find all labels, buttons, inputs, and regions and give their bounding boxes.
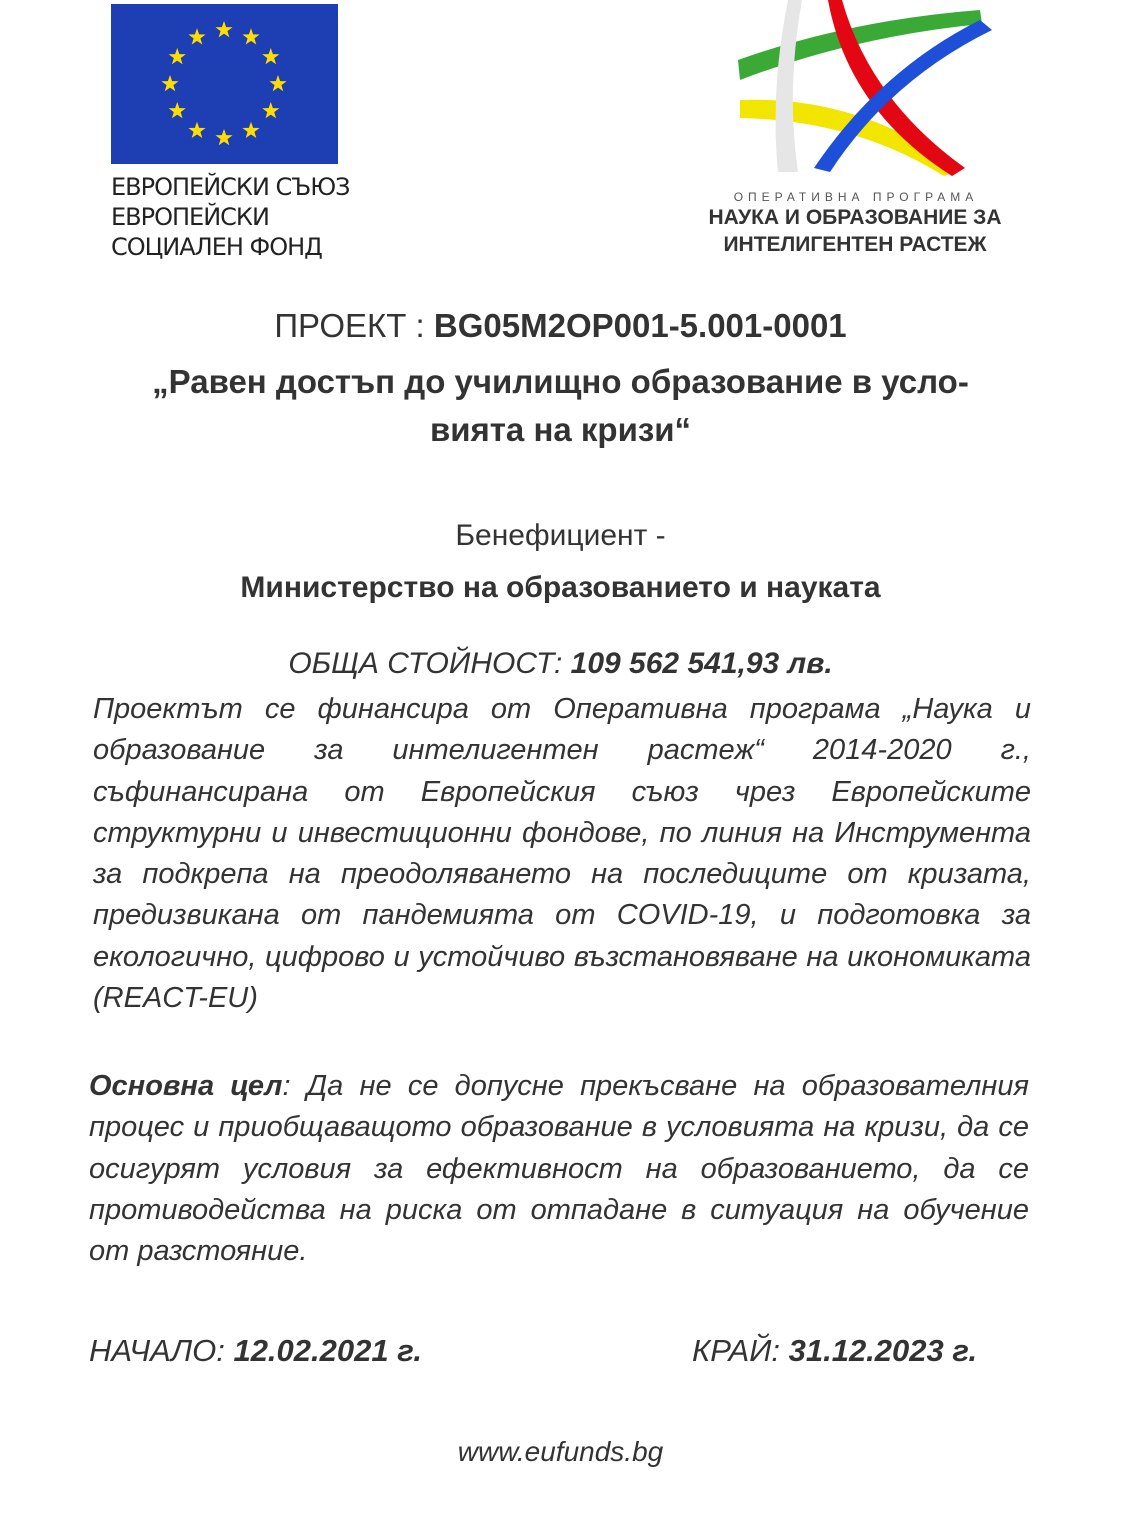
eu-star-icon [169,102,186,118]
project-code: BG05M2OP001-5.001-0001 [433,307,847,344]
eu-line-3: СОЦИАЛЕН ФОНД [111,233,322,261]
eu-line-2: ЕВРОПЕЙСКИ [111,203,269,231]
eu-star-icon [215,21,232,37]
goal-label: Основна цел [89,1070,283,1102]
start-value: 12.02.2021 г. [233,1333,422,1368]
eu-star-icon [269,75,286,91]
goal-text: : Да не се допусне прекъсване на образователния процес и приобщаващото образование в условията на кризи, да се осигурят условия за ефективност на образованието, да се противодейства на риска от отпадане в ситуация на обучение от разстояние. [89,1070,1029,1268]
website-link[interactable]: www.eufunds.bg [457,1436,664,1467]
end-date [692,1333,977,1369]
total-value-label: ОБЩА СТОЙНОСТ: [288,647,571,680]
op-logo-line-2: ИНТЕЛИГЕНТЕН РАСТЕЖ [723,233,987,256]
op-logo-small-caption: ОПЕРАТИВНА ПРОГРАМА [733,190,979,204]
op-logo-line-1: НАУКА И ОБРАЗОВАНИЕ ЗА [708,206,1002,229]
eu-star-icon [242,28,259,44]
eu-star-icon [262,102,279,118]
start-label: НАЧАЛО: [89,1333,234,1368]
project-title-line-2: вията на кризи“ [429,411,692,448]
eu-flag-logo [111,4,338,164]
project-code-line [0,307,1121,345]
project-label: ПРОЕКТ : [274,307,434,344]
total-value-line [0,647,1121,681]
eu-star-icon [242,122,259,138]
total-value-amount: 109 562 541,93 лв. [570,647,833,680]
eu-line-1: ЕВРОПЕЙСКИ СЪЮЗ [111,173,350,201]
beneficiary-name: Министерство на образованието и науката [240,571,881,604]
start-date [89,1333,422,1369]
eu-star-icon [262,48,279,64]
eu-star-icon [215,129,232,145]
eu-stars-icon [111,4,338,164]
op-ribbon-icon [730,0,1000,180]
end-value: 31.12.2023 г. [788,1333,978,1368]
op-ribbon-logo [730,0,1000,180]
project-title-line-1: „Равен достъп до училищно образование в усло- [152,363,969,400]
eu-star-icon [188,122,205,138]
project-goal [89,1066,1029,1272]
end-label: КРАЙ: [692,1333,789,1368]
eu-logo-text [111,172,371,262]
eu-star-icon [169,48,186,64]
eu-star-icon [188,28,205,44]
eu-star-icon [161,75,178,91]
project-description: Проектът се финансира от Оперативна програма „Наука и образование за интелигентен растеж“ 2014-2020 г., съфинансирана от Европейския съюз чрез Европейските структурни и инвестиционни фондове, по линия на Инструмента за подкрепа на преодоляването на последиците от кризата, предизвикана от пандемията от COVID-19, и подготовка за екологично, цифрово и устойчиво възстановяване на икономиката (REACT-EU) [93,693,1031,1015]
beneficiary-label: Бенефициент - [455,519,666,552]
